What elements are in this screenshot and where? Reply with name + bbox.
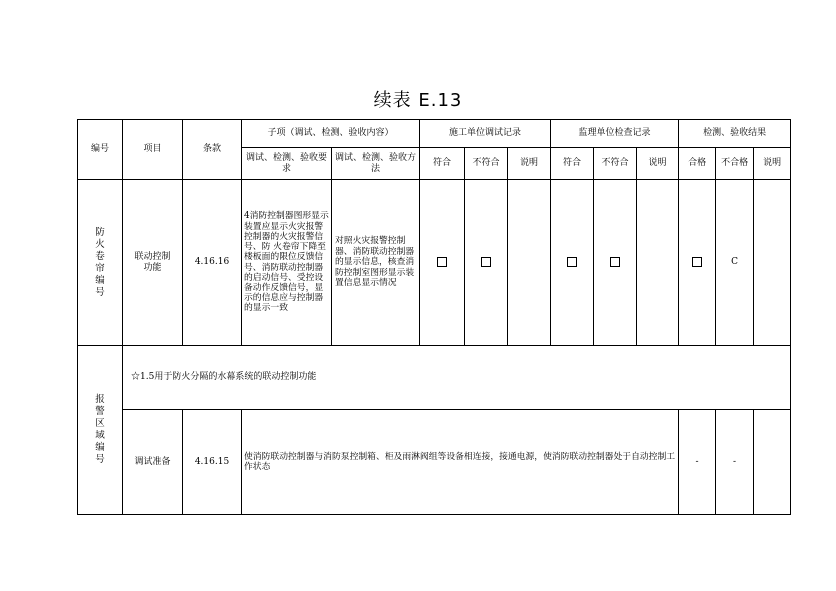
item-cell xyxy=(123,180,183,346)
method-cell: 对照火灾报警控制器、消防联动控制器的显示信息，核查消防控制室图形显示装置信息显示情况 xyxy=(332,180,420,346)
nonconform-checkbox[interactable] xyxy=(610,257,620,267)
description-cell: 使消防联动控制器与消防泵控制箱、柜及雨淋阀组等设备相连接，接通电源，使消防联动控制器处于自动控制工作状态 xyxy=(242,410,679,515)
pass-cell: - xyxy=(679,410,716,515)
header-conform: 符合 xyxy=(420,148,465,180)
item-label: 联动控制功能 xyxy=(134,252,171,273)
header-result: 检测、验收结果 xyxy=(679,120,791,148)
explain-cell xyxy=(637,180,679,346)
header-nonconform: 不符合 xyxy=(465,148,508,180)
nonconform-checkbox[interactable] xyxy=(481,257,491,267)
conform-checkbox[interactable] xyxy=(567,257,577,267)
clause-cell: 4.16.15 xyxy=(183,410,242,515)
header-requirement: 调试、检测、验收要求 xyxy=(242,148,332,180)
category-cell xyxy=(78,346,123,515)
header-pass: 合格 xyxy=(679,148,716,180)
acceptance-table xyxy=(77,119,791,515)
header-sub-item: 子项（调试、检测、验收内容） xyxy=(242,120,420,148)
header-method: 调试、检测、验收方法 xyxy=(332,148,420,180)
section-note: ☆1.5用于防火分隔的水幕系统的联动控制功能 xyxy=(123,346,791,410)
explain-cell xyxy=(754,410,791,515)
clause-cell: 4.16.16 xyxy=(183,180,242,346)
category-cell xyxy=(78,180,123,346)
item-cell: 调试准备 xyxy=(123,410,183,515)
category-label: 防火卷帘编号 xyxy=(95,226,105,298)
header-no: 编号 xyxy=(78,120,123,180)
conform-checkbox[interactable] xyxy=(437,257,447,267)
fail-cell: C xyxy=(716,180,754,346)
header-construction-record: 施工单位调试记录 xyxy=(420,120,551,148)
header-explain: 说明 xyxy=(754,148,791,180)
header-clause: 条款 xyxy=(183,120,242,180)
explain-cell xyxy=(754,180,791,346)
header-nonconform: 不符合 xyxy=(594,148,637,180)
pass-checkbox[interactable] xyxy=(692,257,702,267)
header-explain: 说明 xyxy=(508,148,551,180)
header-explain: 说明 xyxy=(637,148,679,180)
fail-cell: - xyxy=(716,410,754,515)
requirement-cell: 4消防控制器图形显示装置应显示火灾报警控制器的火灾报警信号、防 火卷帘下降至楼板面的限位反馈信号、消防联动控制器的启动信号、受控设备动作反馈信号，显示的信息应与控制器的显示一致 xyxy=(242,180,332,346)
header-conform: 符合 xyxy=(551,148,594,180)
header-fail: 不合格 xyxy=(716,148,754,180)
header-supervision-record: 监理单位检查记录 xyxy=(551,120,679,148)
category-label: 报警区域编号 xyxy=(95,394,105,465)
header-item: 项目 xyxy=(123,120,183,180)
page-title: 续表 E.13 xyxy=(373,90,463,111)
explain-cell xyxy=(508,180,551,346)
